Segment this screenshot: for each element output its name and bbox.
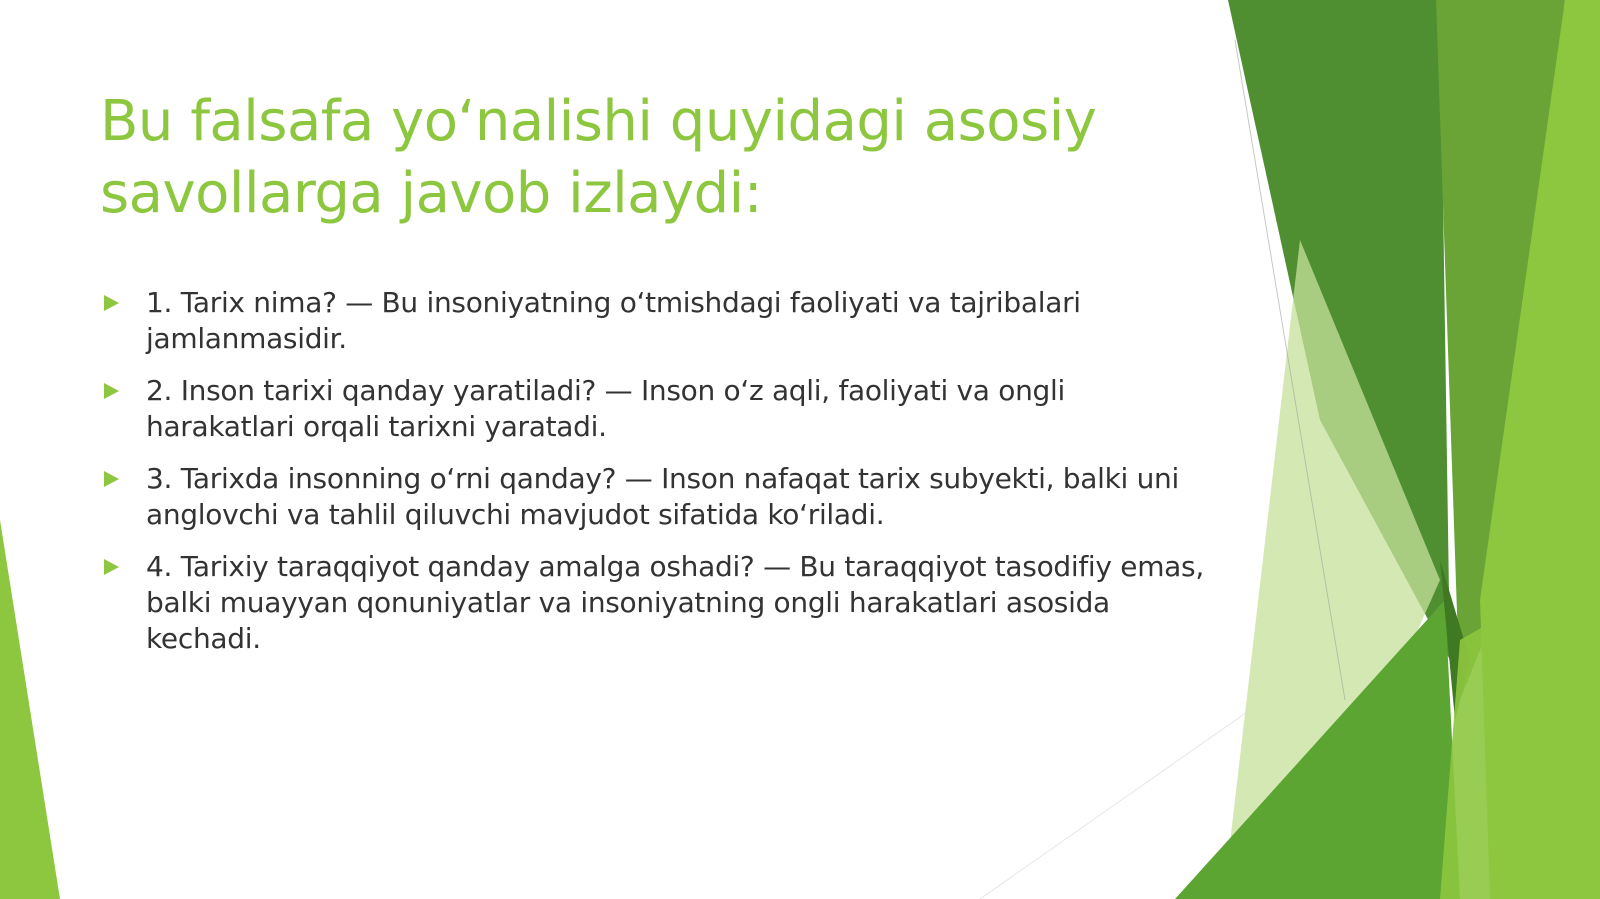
bullet-text: 1. Tarix nima? — Bu insoniyatning o‘tmishdagi faoliyati va tajribalari jamlanmasidir. — [146, 286, 1081, 355]
list-item — [100, 461, 1220, 533]
list-item — [100, 285, 1220, 357]
triangle-bullet-icon — [104, 383, 119, 399]
bullet-list — [100, 285, 1220, 673]
triangle-bullet-icon — [104, 559, 119, 575]
bullet-text: 3. Tarixda insonning o‘rni qanday? — Inson nafaqat tarix subyekti, balki uni anglovchi va tahlil qiluvchi mavjudot sifatida ko‘riladi. — [146, 462, 1179, 531]
triangle-bullet-icon — [104, 471, 119, 487]
left-green-shape — [0, 520, 60, 899]
bullet-text: 4. Tarixiy taraqqiyot qanday amalga oshadi? — Bu taraqqiyot tasodifiy emas, balki muayyan qonuniyatlar va insoniyatning ongli harakatlari asosida kechadi. — [146, 550, 1204, 655]
triangle-bullet-icon — [104, 295, 119, 311]
list-item — [100, 373, 1220, 445]
slide-title: Bu falsafa yo‘nalishi quyidagi asosiy savollarga javob izlaydi: — [100, 89, 1097, 226]
bullet-text: 2. Inson tarixi qanday yaratiladi? — Inson o‘z aqli, faoliyati va ongli harakatlari orqali tarixni yaratadi. — [146, 374, 1065, 443]
list-item — [100, 549, 1220, 657]
